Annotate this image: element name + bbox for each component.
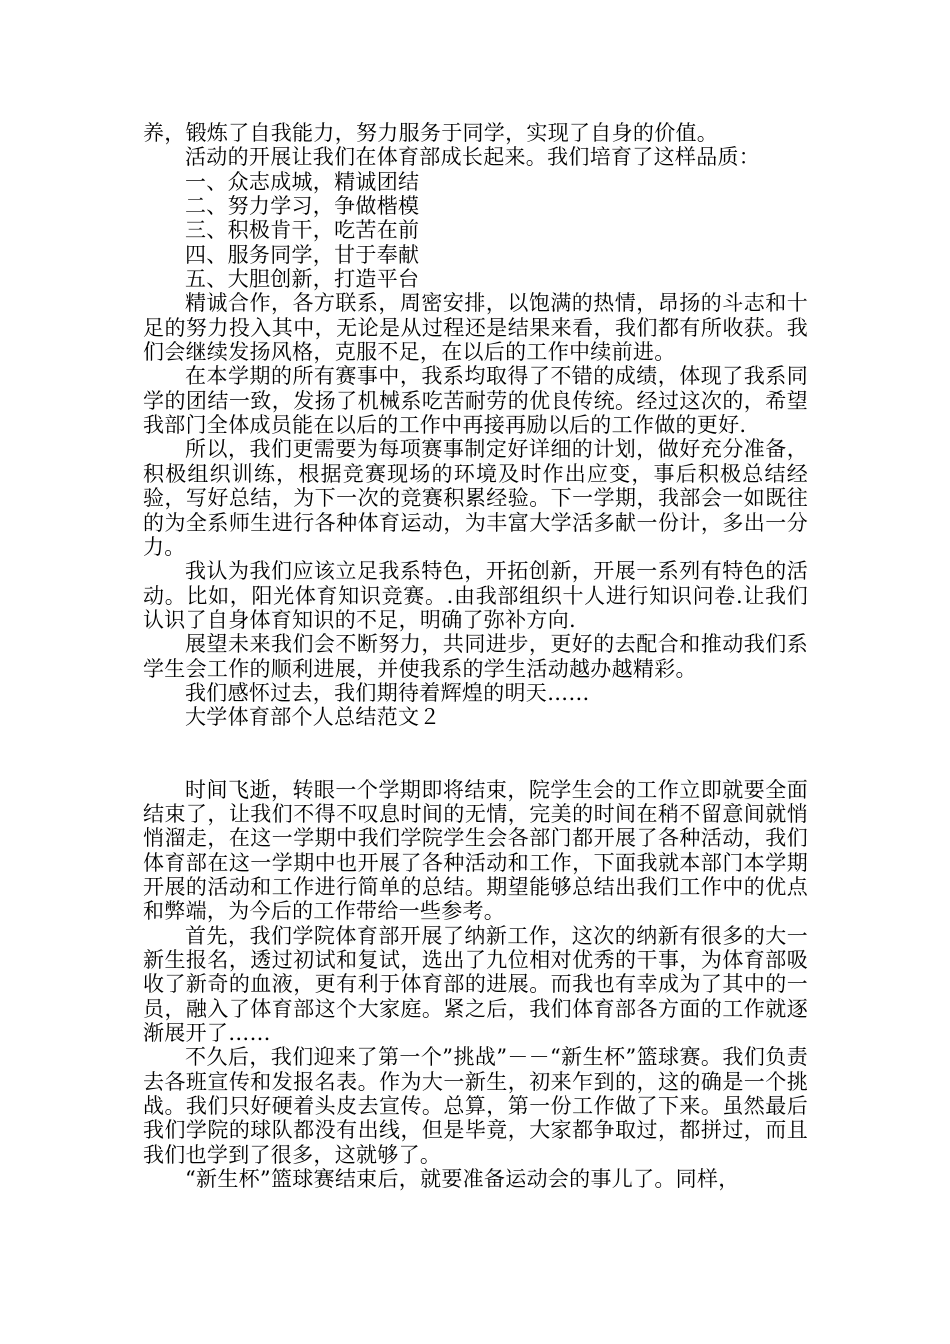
paragraph: 所以，我们更需要为每项赛事制定好详细的计划，做好充分准备，积极组织训练，根据竞赛现场的环境及时作出应变，事后积极总结经验，写好总结，为下一次的竞赛积累经验。下一学期，我部会一如既往的为全系师生进行各种体育运动，为丰富大学活多献一份计，多出一分力。 <box>143 437 808 559</box>
list-item: 四、服务同学，甘于奉献 <box>185 242 420 267</box>
document-body <box>143 121 808 1191</box>
list-item: 五、大胆创新，打造平台 <box>185 267 420 292</box>
paragraph: 养，锻炼了自我能力，努力服务于同学，实现了自身的价值。 <box>143 121 719 145</box>
paragraph: 精诚合作，各方联系，周密安排，以饱满的热情，昂扬的斗志和十足的努力投入其中，无论是从过程还是结果来看，我们都有所收获。我们会继续发扬风格，克服不足，在以后的工作中续前进。 <box>143 291 808 365</box>
list-item: 一、众志成城，精诚团结 <box>185 169 420 194</box>
paragraph: 不久后，我们迎来了第一个”挑战”－－“新生杯”篮球赛。我们负责去各班宣传和发报名表。作为大一新生，初来乍到的，这的确是一个挑战。我们只好硬着头皮去宣传。总算，第一份工作做了下来。虽然最后我们学院的球队都没有出线，但是毕竟，大家都争取过，都拼过，而且我们也学到了很多，这就够了。 <box>143 1045 808 1167</box>
paragraph: 时间飞逝，转眼一个学期即将结束，院学生会的工作立即就要全面结束了，让我们不得不叹息时间的无情，完美的时间在稍不留意间就悄悄溜走，在这一学期中我们学院学生会各部门都开展了各种活动，我们体育部在这一学期中也开展了各种活动和工作，下面我就本部门本学期开展的活动和工作进行简单的总结。期望能够总结出我们工作中的优点和弊端，为今后的工作带给一些参考。 <box>143 777 808 924</box>
list-item: 三、积极肯干，吃苦在前 <box>185 218 420 243</box>
section-heading: 大学体育部个人总结范文２ <box>185 705 441 730</box>
paragraph: 展望未来我们会不断努力，共同进步，更好的去配合和推动我们系学生会工作的顺利进展，并使我系的学生活动越办越精彩。 <box>143 632 808 681</box>
paragraph: 首先，我们学院体育部开展了纳新工作，这次的纳新有很多的大一新生报名，透过初试和复试，选出了九位相对优秀的干事，为体育部吸收了新奇的血液，更有利于体育部的进展。而我也有幸成为了其中的一员，融入了体育部这个大家庭。紧之后，我们体育部各方面的工作就逐渐展开了…… <box>143 923 808 1046</box>
paragraph: 我们感怀过去，我们期待着辉煌的明天…… <box>185 680 590 705</box>
blank-line <box>143 730 808 778</box>
paragraph: “新生杯”篮球赛结束后，就要准备运动会的事儿了。同样， <box>185 1167 740 1192</box>
paragraph: 在本学期的所有赛事中，我系均取得了不错的成绩，体现了我系同学的团结一致，发扬了机械系吃苦耐劳的优良传统。经过这次的，希望我部门全体成员能在以后的工作中再接再励以后的工作做的更好. <box>143 364 808 438</box>
paragraph: 活动的开展让我们在体育部成长起来。我们培育了这样品质： <box>185 145 761 170</box>
list-item: 二、努力学习，争做楷模 <box>185 194 420 219</box>
paragraph: 我认为我们应该立足我系特色，开拓创新，开展一系列有特色的活动。比如，阳光体育知识竞赛。.由我部组织十人进行知识问卷.让我们认识了自身体育知识的不足，明确了弥补方向. <box>143 559 808 632</box>
